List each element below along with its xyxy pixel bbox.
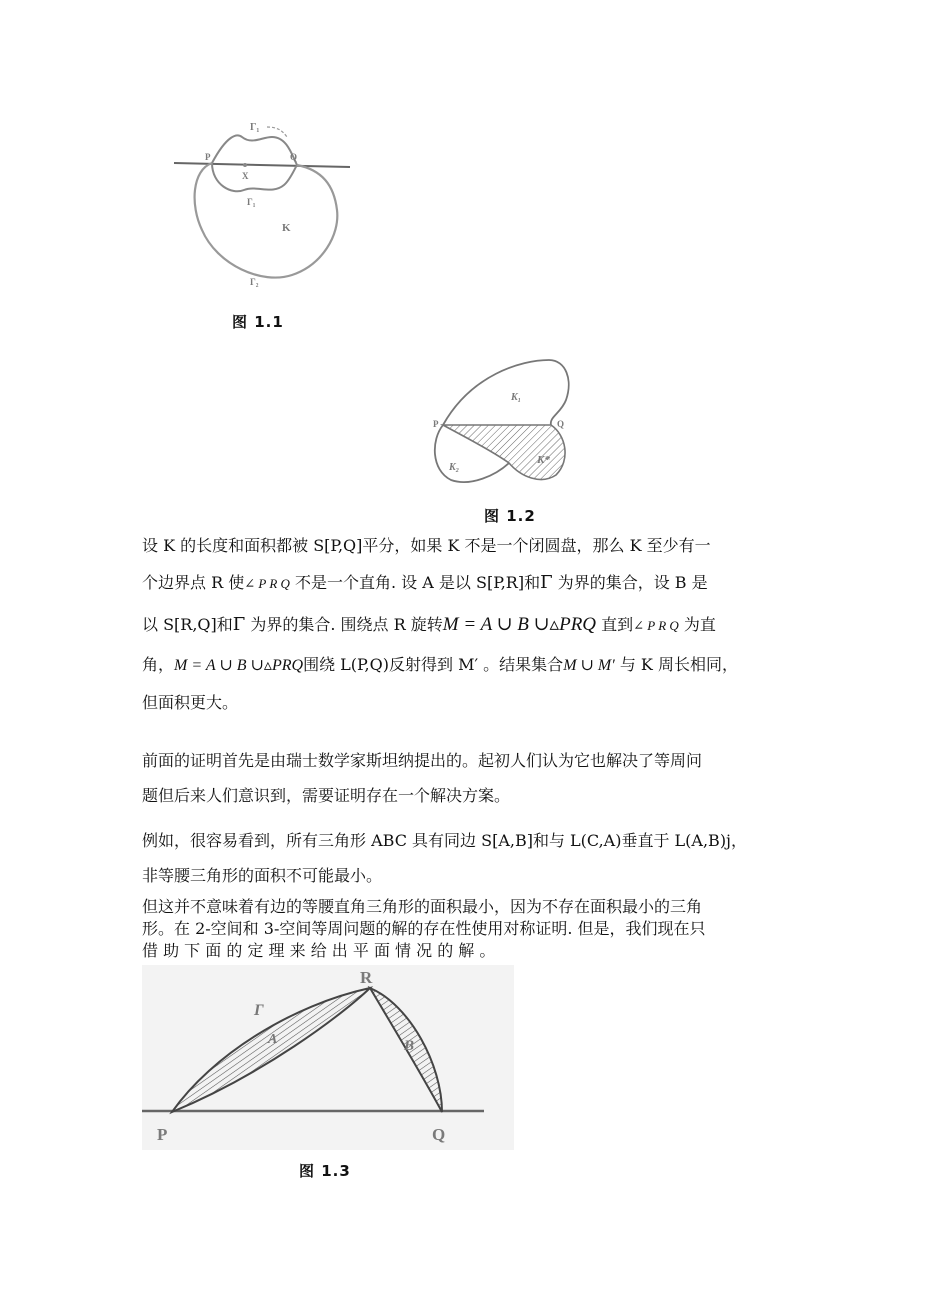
figure-1-1-drawing <box>172 115 357 295</box>
p1-line-2-gamma: Γ <box>540 572 553 593</box>
p1-line-4-text-a: 角， <box>142 655 175 674</box>
fig2-label-k1: K₁ <box>511 392 522 403</box>
p1-line-4-text-b: 围绕 L(P,Q)反射得到 M′ 。结果集合 <box>303 655 564 674</box>
figure-1-3 <box>142 965 514 1150</box>
fig1-label-gamma1-bottom: Γ₁ <box>247 197 256 207</box>
figure-1-1 <box>172 115 357 295</box>
fig3-label-q: Q <box>432 1125 446 1144</box>
p1-line-2 <box>142 567 787 599</box>
fig2-label-k2: K₂ <box>449 462 460 473</box>
fig2-label-q: Q <box>557 419 565 429</box>
p1-line-3-text-c: 直到 <box>596 615 634 634</box>
p1-line-4-formula: M = A ∪ B ∪▵PRQ <box>174 657 304 674</box>
p1-line-2-text-a: 个边界点 R 使 <box>142 573 245 592</box>
paragraph-2 <box>142 745 787 811</box>
p1-line-2-text-b: 不是一个直角. 设 A 是以 S[P,R]和 <box>289 573 541 592</box>
fig3-label-p: P <box>157 1125 168 1144</box>
p2-line-1: 前面的证明首先是由瑞士数学家斯坦纳提出的。起初人们认为它也解决了等周问 <box>142 751 703 770</box>
p4-line-3: 借 助 下 面 的 定 理 来 给 出 平 面 情 况 的 解 。 <box>142 941 496 960</box>
paragraph-1 <box>142 530 787 718</box>
fig1-point-x <box>243 163 247 167</box>
p1-line-1: 设 K 的长度和面积都被 S[P,Q]平分，如果 K 不是一个闭圆盘，那么 K 至少有一 <box>142 536 711 555</box>
p1-line-3-angle: ∠ P R Q <box>633 618 679 633</box>
figure-1-2-drawing <box>431 355 581 497</box>
fig1-label-p: P <box>205 152 211 162</box>
p1-line-4-text-c: 与 K 周长相同， <box>614 655 738 674</box>
p1-line-3-text-d: 为直 <box>678 615 716 634</box>
p1-line-3-text-a: 以 S[R,Q]和 <box>142 615 233 634</box>
p1-line-2-text-c: 为界的集合，设 B 是 <box>552 573 708 592</box>
fig3-label-gamma: Γ <box>254 1002 264 1019</box>
p1-line-3-text-b: 为界的集合. 围绕点 R 旋转 <box>245 615 443 634</box>
figure-1-2 <box>431 355 581 497</box>
p4-line-2: 形。在 2-空间和 3-空间等周问题的解的存在性使用对称证明. 但是，我们现在只 <box>142 919 706 938</box>
fig3-label-a: A <box>268 1032 278 1047</box>
fig1-label-gamma1-top: Γ₁ <box>250 122 260 133</box>
p4-line-1: 但这并不意味着有边的等腰直角三角形的面积最小，因为不存在面积最小的三角 <box>142 897 703 916</box>
p1-line-3 <box>142 609 787 641</box>
p3-line-2: 非等腰三角形的面积不可能最小。 <box>142 866 383 885</box>
fig1-label-q: Q <box>290 152 298 162</box>
fig2-label-kstar: K* <box>537 454 550 466</box>
paragraph-4 <box>142 896 787 962</box>
fig2-label-p: P <box>433 419 439 429</box>
fig1-label-x: X <box>242 171 249 181</box>
figure-1-2-caption: 图 1.2 <box>484 507 536 525</box>
fig3-label-r: R <box>360 968 373 987</box>
fig1-label-gamma2: Γ₂ <box>250 277 259 287</box>
figure-1-1-caption: 图 1.1 <box>232 313 284 331</box>
p1-line-3-gamma: Γ <box>232 614 246 635</box>
figure-1-3-drawing <box>142 965 514 1150</box>
p1-line-5: 但面积更大。 <box>142 693 239 712</box>
p1-line-2-angle: ∠ P R Q <box>244 576 290 591</box>
fig3-label-b: B <box>404 1038 415 1054</box>
figure-1-3-caption: 图 1.3 <box>299 1162 351 1180</box>
p1-line-4 <box>142 649 787 681</box>
paragraph-3 <box>142 825 787 891</box>
p3-line-1: 例如，很容易看到，所有三角形 ABC 具有同边 S[A,B]和与 L(C,A)垂直于 L(A,B)j， <box>142 831 748 850</box>
p1-line-4-union: M ∪ M′ <box>563 657 615 674</box>
p2-line-2: 题但后来人们意识到，需要证明存在一个解决方案。 <box>142 786 511 805</box>
fig1-label-k: K <box>282 222 291 234</box>
p1-line-3-formula: M = A ∪ B ∪▵PRQ <box>442 614 597 635</box>
